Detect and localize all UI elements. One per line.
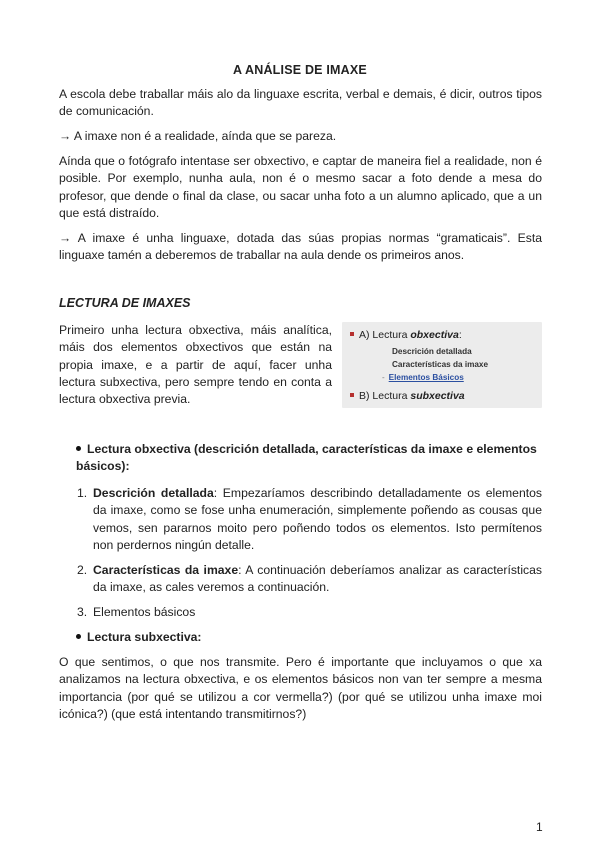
paragraph-arrow-language: → A imaxe é unha linguaxe, dotada das súas propias normas “gramaticais”. Esta linguaxe tamén a deberemos de traballar na aula dende os primeiros anos. [59, 231, 542, 263]
list-item-basic-elements: Elementos básicos [93, 605, 196, 619]
list-number: 1. [77, 486, 88, 500]
square-bullet-icon [350, 332, 354, 336]
figure-sub-description: Descrición detallada [392, 347, 472, 356]
bullet-subjective-reading: Lectura subxectiva: [76, 629, 201, 646]
elementos-basicos-link[interactable]: Elementos Básicos [388, 373, 464, 382]
list-item-characteristics: Características da imaxe: A continuación deberíamos analizar as características da imaxe, as cales veremos a continuación. [93, 563, 542, 595]
figure-sub-elements: - Elementos Básicos [382, 373, 464, 382]
square-bullet-icon [350, 393, 354, 397]
paragraph-arrow-reality: → A imaxe non é a realidade, aínda que se pareza. [59, 129, 337, 143]
figure-item-b: B) Lectura subxectiva [350, 390, 465, 402]
closing-paragraph: O que sentimos, o que nos transmite. Pero é importante que incluyamos o que xa analizamos na lectura obxectiva, e os elementos básicos non van ter sempre a mesma importancia (por qué se utilizou a cor vermella?) (por qué se utilizou unha imaxe moi icónica?) (que está intentando transmitirnos?) [59, 655, 542, 721]
figure-item-a: A) Lectura obxectiva: [350, 329, 462, 341]
paragraph-intro: A escola debe traballar máis alo da linguaxe escrita, verbal e demais, é dicir, outros tipos de comunicación. [59, 87, 542, 119]
bullet-objective-reading: Lectura obxectiva (descrición detallada, características da imaxe e elementos básicos): [76, 442, 537, 474]
list-number: 2. [77, 563, 88, 577]
section-intro: Primeiro unha lectura obxectiva, máis analítica, máis dos elementos obxectivos que están na propia imaxe, e a partir de aquí, facer unha lectura subxectiva, pero sempre tendo en conta a lectura obxectiva previa. [59, 323, 332, 407]
bullet-dot-icon [76, 446, 81, 451]
paragraph-photographer: Aínda que o fotógrafo intentase ser obxectivo, e captar de maneira fiel a realidade, non é posible. Por exemplo, nunha aula, non é o mesmo sacar a foto dende a mesa do profesor, que dende o final da clase, ou sacar unha foto a un alumno aplicado, que a un que está distraído. [59, 154, 542, 220]
reading-diagram-image [342, 322, 542, 408]
bullet-dot-icon [76, 634, 81, 639]
page-title: A ANÁLISE DE IMAXE [233, 63, 367, 77]
list-number: 3. [77, 605, 88, 619]
page-number: 1 [536, 820, 543, 834]
figure-sub-characteristics: Características da imaxe [392, 360, 489, 369]
list-item-description: Descrición detallada: Empezaríamos describindo detalladamente os elementos da imaxe, como se fose unha enumeración, simplemente poñendo as cousas que vemos, sen pararnos moito pero poñendo todos os elementos. Isto permítenos non perdernos ningún detalle. [93, 486, 542, 552]
section-title: LECTURA DE IMAXES [59, 296, 191, 310]
